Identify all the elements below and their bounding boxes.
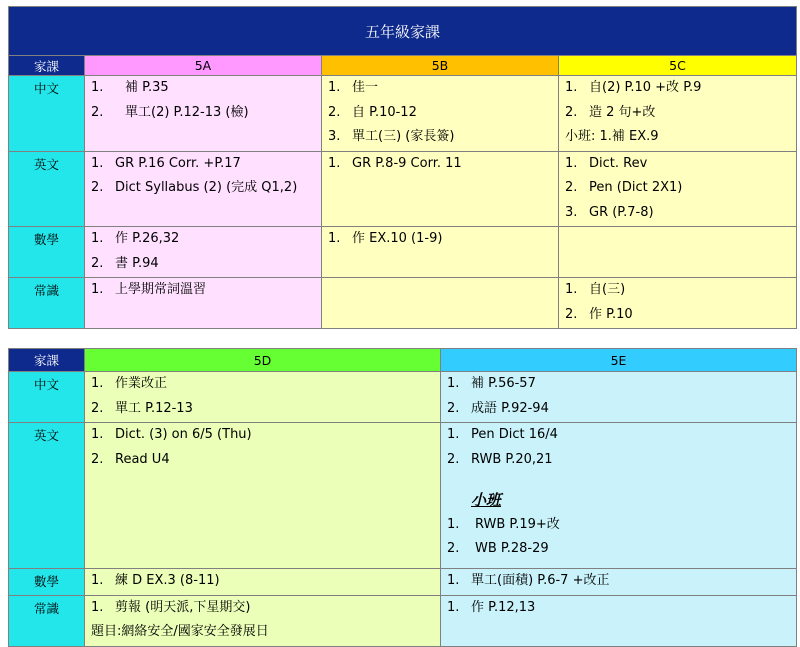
homework-item — [447, 449, 796, 474]
cell-5c-chinese — [559, 76, 797, 152]
item-text: 書 P.94 — [115, 255, 159, 271]
item-number: 2. — [91, 104, 104, 120]
item-number: 2. — [447, 400, 460, 416]
homework-item — [91, 424, 440, 449]
item-text: 作業改正 — [115, 376, 168, 391]
cell-5b-chinese — [322, 76, 559, 152]
page-title: 五年級家課 — [9, 7, 797, 56]
item-text: 補 P.56-57 — [471, 376, 536, 391]
item-number: 2. — [91, 180, 104, 195]
subject-math-2: 數學 — [9, 569, 85, 596]
subject-chinese-2: 中文 — [9, 372, 85, 423]
cell-5c-math — [559, 227, 797, 278]
homework-item — [447, 373, 796, 398]
item-number: 2. — [565, 104, 578, 120]
item-number: 1. — [91, 376, 104, 391]
homework-item — [91, 102, 321, 127]
item-text: 單工(面積) P.6-7 +改正 — [471, 573, 610, 588]
class-header-5a: 5A — [85, 56, 322, 76]
homework-item — [447, 570, 796, 595]
cell-5b-general-studies — [322, 278, 559, 329]
homework-item — [91, 279, 321, 304]
item-number: 1. — [447, 516, 460, 532]
item-text: Read U4 — [115, 451, 170, 467]
cell-5b-english — [322, 151, 559, 227]
corner-header: 家課 — [9, 56, 85, 76]
homework-item — [328, 126, 558, 151]
homework-item — [565, 126, 796, 151]
corner-header-2: 家課 — [9, 349, 85, 372]
cell-5c-english — [559, 151, 797, 227]
item-number: 1. — [91, 427, 104, 442]
item-number: 1. — [447, 599, 460, 615]
item-text: GR P.8-9 Corr. 11 — [352, 155, 462, 171]
cell-5a-english — [85, 151, 322, 227]
homework-item — [565, 202, 796, 227]
cell-5d-math — [85, 569, 441, 596]
cell-5e-chinese — [441, 372, 797, 423]
item-number: 1. — [91, 282, 104, 297]
homework-item — [565, 153, 796, 178]
item-text: Pen Dict 16/4 — [471, 427, 558, 442]
cell-5d-general-studies — [85, 595, 441, 646]
item-text: 補 P.35 — [125, 80, 169, 95]
item-text: 作 P.12,13 — [471, 599, 536, 615]
item-text: 作 P.10 — [589, 306, 633, 322]
homework-item — [91, 621, 440, 646]
homework-item — [447, 514, 796, 539]
subject-english-2: 英文 — [9, 423, 85, 569]
item-text: GR (P.7-8) — [589, 204, 654, 220]
item-number: 2. — [91, 255, 104, 271]
homework-item — [91, 253, 321, 278]
class-header-5b: 5B — [322, 56, 559, 76]
item-number: 1. — [328, 155, 341, 171]
item-text: 造 2 句+改 — [589, 104, 656, 120]
item-text: 自(2) P.10 +改 P.9 — [589, 80, 702, 95]
cell-5b-math — [322, 227, 559, 278]
item-text: 作 P.26,32 — [115, 231, 180, 246]
item-text: Dict. (3) on 6/5 (Thu) — [115, 427, 252, 442]
homework-item — [91, 153, 321, 178]
item-number: 1. — [447, 573, 460, 588]
homework-item — [565, 102, 796, 127]
homework-item — [447, 538, 796, 563]
item-number: 2. — [447, 451, 460, 467]
item-number: 2. — [565, 306, 578, 322]
item-text: 上學期常詞溫習 — [115, 282, 207, 297]
homework-item — [91, 228, 321, 253]
subject-general-studies: 常識 — [9, 278, 85, 329]
homework-item — [447, 398, 796, 423]
item-number: 1. — [91, 573, 104, 588]
subject-general-studies-2: 常識 — [9, 595, 85, 646]
homework-table-2 — [8, 348, 797, 647]
cell-5e-math — [441, 569, 797, 596]
homework-item — [447, 424, 796, 449]
homework-item — [565, 77, 796, 102]
homework-item — [91, 570, 440, 595]
cell-5e-general-studies — [441, 595, 797, 646]
item-number: 1. — [565, 155, 578, 171]
item-number: 1. — [91, 155, 104, 171]
item-number: 3. — [565, 204, 578, 220]
item-text: 自(三) — [589, 282, 626, 297]
item-text: GR P.16 Corr. +P.17 — [115, 155, 241, 171]
class-header-5d: 5D — [85, 349, 441, 372]
item-text: Dict Syllabus (2) (完成 Q1,2) — [115, 180, 298, 195]
item-number: 1. — [565, 282, 578, 297]
homework-item — [91, 77, 321, 102]
cell-5e-english — [441, 423, 797, 569]
homework-item — [91, 449, 440, 474]
class-header-5c: 5C — [559, 56, 797, 76]
homework-item — [447, 597, 796, 622]
homework-item — [91, 597, 440, 622]
homework-item — [328, 153, 558, 178]
homework-item — [91, 373, 440, 398]
item-text: 單工 P.12-13 — [115, 400, 193, 416]
item-text: 題目:網絡安全/國家安全發展日 — [91, 624, 269, 639]
item-text: 單工(2) P.12-13 (檢) — [125, 104, 249, 120]
item-text: 作 EX.10 (1-9) — [352, 231, 443, 246]
item-number: 1. — [91, 80, 104, 95]
item-number: 1. — [91, 231, 104, 246]
subject-math: 數學 — [9, 227, 85, 278]
item-text: WB P.28-29 — [475, 541, 549, 556]
cell-5c-general-studies — [559, 278, 797, 329]
item-number: 2. — [328, 104, 341, 120]
homework-item — [328, 102, 558, 127]
item-text: Dict. Rev — [589, 155, 648, 171]
item-text: 剪報 (明天派,下星期交) — [115, 599, 251, 615]
class-header-5e: 5E — [441, 349, 797, 372]
item-number: 1. — [328, 80, 341, 95]
item-number: 1. — [328, 231, 341, 246]
item-number: 1. — [91, 599, 104, 615]
cell-5d-chinese — [85, 372, 441, 423]
item-text: 佳一 — [352, 80, 379, 95]
subject-english: 英文 — [9, 151, 85, 227]
homework-item — [565, 177, 796, 202]
cell-5a-chinese — [85, 76, 322, 152]
item-text: Pen (Dict 2X1) — [589, 180, 683, 195]
item-number: 1. — [447, 376, 460, 391]
item-number: 2. — [91, 451, 104, 467]
homework-item — [91, 177, 321, 202]
item-text: RWB P.19+改 — [475, 516, 560, 532]
cell-5e-english-small-list — [447, 514, 796, 563]
item-text: 單工(三) (家長簽) — [352, 129, 455, 144]
homework-item — [565, 304, 796, 329]
homework-item — [91, 398, 440, 423]
cell-5a-general-studies — [85, 278, 322, 329]
item-text: 練 D EX.3 (8-11) — [115, 573, 220, 588]
item-number: 2. — [565, 180, 578, 195]
item-number: 3. — [328, 129, 341, 144]
item-text: 成語 P.92-94 — [471, 400, 549, 416]
homework-item — [328, 228, 558, 253]
item-number: 2. — [447, 541, 460, 556]
item-text: 小班: 1.補 EX.9 — [565, 129, 659, 144]
small-class-heading: 小班 — [471, 491, 502, 509]
item-text: RWB P.20,21 — [471, 451, 553, 467]
homework-item — [565, 279, 796, 304]
cell-5d-english — [85, 423, 441, 569]
item-text: 自 P.10-12 — [352, 104, 417, 120]
item-number: 2. — [91, 400, 104, 416]
cell-5a-math — [85, 227, 322, 278]
item-number: 1. — [447, 427, 460, 442]
cell-5e-english-list — [447, 424, 796, 473]
subject-chinese: 中文 — [9, 76, 85, 152]
homework-table-1 — [8, 6, 797, 329]
homework-item — [328, 77, 558, 102]
item-number: 1. — [565, 80, 578, 95]
